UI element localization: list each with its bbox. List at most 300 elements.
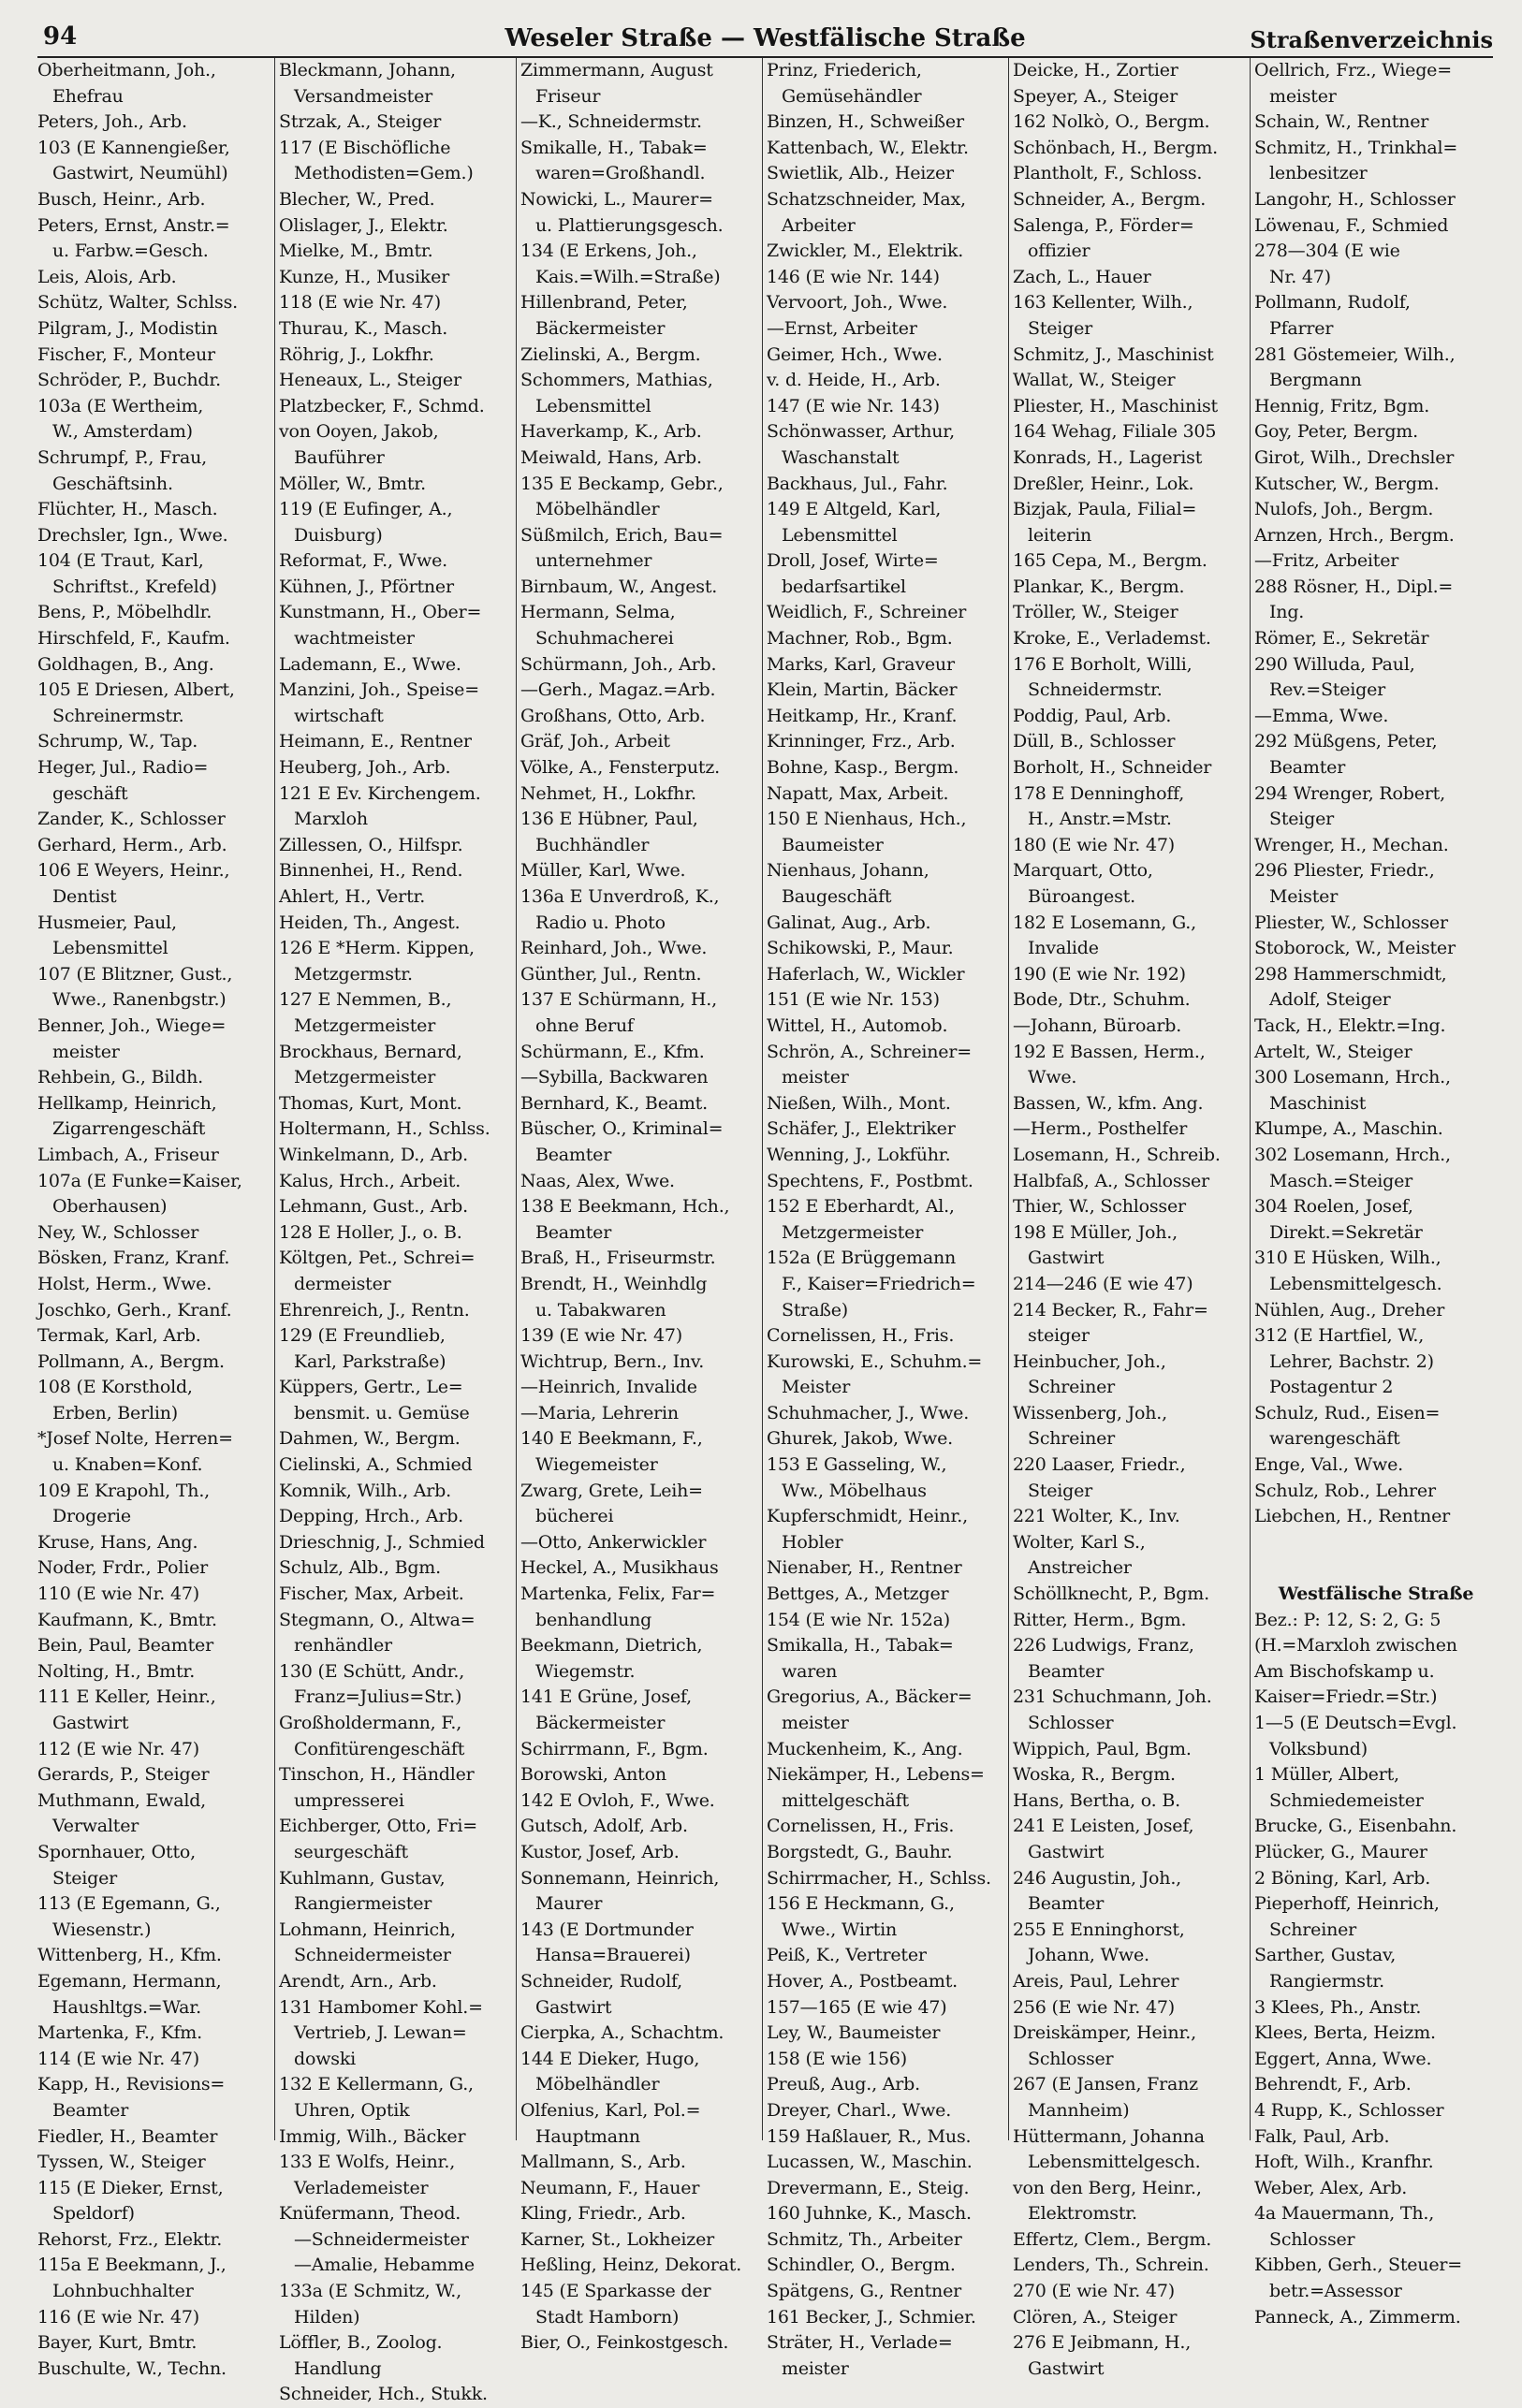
directory-entry-line: Langohr, H., Schlosser bbox=[1254, 188, 1456, 210]
directory-entry-line: Schmitz, Th., Arbeiter bbox=[767, 2228, 962, 2250]
directory-entry-line: Schulz, Alb., Bgm. bbox=[279, 1557, 441, 1579]
directory-entry-line: ohne Beruf bbox=[535, 1014, 634, 1036]
directory-entry-line: Klein, Martin, Bäcker bbox=[767, 679, 958, 701]
directory-entry-line: v. d. Heide, H., Arb. bbox=[767, 370, 941, 391]
directory-entry-line: 103a (E Wertheim, bbox=[37, 395, 204, 416]
column-3 bbox=[520, 58, 759, 2354]
directory-entry-line: 137 E Schürmann, H., bbox=[520, 989, 717, 1011]
directory-entry-line: 131 Hambomer Kohl.= bbox=[279, 1996, 483, 2018]
directory-entry-line: Zach, L., Hauer bbox=[1013, 266, 1151, 287]
directory-entry-line: Wissenberg, Joh., bbox=[1013, 1402, 1167, 1423]
directory-entry-line: Borowski, Anton bbox=[520, 1764, 666, 1786]
directory-entry-line: 312 (E Hartfiel, W., bbox=[1254, 1325, 1425, 1347]
directory-entry-line: Johann, Wwe. bbox=[1028, 1945, 1149, 1966]
directory-entry-line: Winkelmann, D., Arb. bbox=[279, 1144, 468, 1165]
directory-entry-line: Pliester, W., Schlosser bbox=[1254, 912, 1448, 933]
directory-entry-line: 112 (E wie Nr. 47) bbox=[37, 1738, 199, 1759]
directory-entry-line: wirtschaft bbox=[294, 705, 384, 726]
directory-entry-line: Lebensmittelgesch. bbox=[1269, 1273, 1442, 1294]
directory-entry-line: 128 E Holler, J., o. B. bbox=[279, 1221, 462, 1243]
directory-entry-line: Zielinski, A., Bergm. bbox=[520, 343, 701, 365]
directory-entry-line: 103 (E Kannengießer, bbox=[37, 137, 230, 158]
directory-entry-line: Holtermann, H., Schlss. bbox=[279, 1118, 490, 1140]
directory-entry-line: 107a (E Funke=Kaiser, bbox=[37, 1170, 242, 1191]
directory-entry-line: von Ooyen, Jakob, bbox=[279, 421, 439, 443]
directory-entry-line: Beamter bbox=[1269, 757, 1346, 779]
directory-entry-line: 133 E Wolfs, Heinr., bbox=[279, 2152, 456, 2173]
directory-entry-line: Pollmann, Rudolf, bbox=[1254, 292, 1411, 314]
directory-entry-line: 165 Cepa, M., Bergm. bbox=[1013, 550, 1207, 572]
directory-entry-line: Napatt, Max, Arbeit. bbox=[767, 782, 949, 804]
directory-entry-line: renhändler bbox=[294, 1635, 392, 1656]
directory-entry-line: 278—304 (E wie bbox=[1254, 241, 1400, 262]
directory-entry-line: Fiedler, H., Beamter bbox=[37, 2125, 218, 2147]
directory-entry-line: 214—246 (E wie 47) bbox=[1013, 1273, 1193, 1294]
directory-entry-line: Bier, O., Feinkostgesch. bbox=[520, 2332, 729, 2354]
directory-entry-line: Schreiner bbox=[1028, 1428, 1116, 1450]
directory-entry-line: Girot, Wilh., Drechsler bbox=[1254, 446, 1455, 468]
directory-entry-line: Methodisten=Gem.) bbox=[294, 163, 474, 184]
directory-entry-line: Großholdermann, F., bbox=[279, 1713, 462, 1733]
directory-entry-line: meister bbox=[782, 1713, 849, 1733]
directory-entry-line: Wwe., Ranenbgstr.) bbox=[52, 989, 227, 1011]
directory-entry-line: Martenka, F., Kfm. bbox=[37, 2022, 202, 2044]
directory-entry-line: Maurer bbox=[535, 1893, 603, 1915]
directory-entry-line: Egemann, Hermann, bbox=[37, 1970, 222, 1992]
directory-entry-line: dowski bbox=[294, 2048, 357, 2069]
directory-entry-line: Wittenberg, H., Kfm. bbox=[37, 1945, 222, 1966]
directory-entry-line: Schreiner bbox=[1269, 1919, 1357, 1940]
directory-entry-line: Liebchen, H., Rentner bbox=[1254, 1506, 1451, 1527]
directory-entry-line: W., Amsterdam) bbox=[52, 421, 193, 443]
directory-entry-line: 304 Roelen, Josef, bbox=[1254, 1196, 1413, 1218]
directory-entry-line: Bäckermeister bbox=[535, 317, 666, 339]
directory-entry-line: Schmitz, J., Maschinist bbox=[1013, 343, 1214, 365]
directory-entry-line: Karner, St., Lokheizer bbox=[520, 2228, 714, 2250]
directory-entry-line: Weber, Alex, Arb. bbox=[1254, 2177, 1408, 2198]
directory-entry-line: Lohmann, Heinrich, bbox=[279, 1919, 456, 1940]
directory-entry-line: Ehefrau bbox=[52, 85, 124, 107]
directory-entry-line: Ritter, Herm., Bgm. bbox=[1013, 1609, 1187, 1630]
page-title: Weseler Straße — Westfälische Straße bbox=[505, 24, 1026, 52]
directory-entry-line: 135 E Beckamp, Gebr., bbox=[520, 473, 724, 494]
directory-entry-line: Pilgram, J., Modistin bbox=[37, 317, 218, 339]
directory-entry-line: Arbeiter bbox=[782, 214, 856, 236]
directory-entry-line: Meiwald, Hans, Arb. bbox=[520, 446, 702, 468]
directory-entry-line: seurgeschäft bbox=[294, 1841, 408, 1862]
directory-entry-line: Gastwirt bbox=[1028, 2357, 1105, 2379]
directory-entry-line: Falk, Paul, Arb. bbox=[1254, 2125, 1390, 2147]
directory-entry-line: —Amalie, Hebamme bbox=[294, 2255, 475, 2276]
directory-entry-line: Bez.: P: 12, S: 2, G: 5 bbox=[1254, 1609, 1442, 1630]
directory-entry-line: Möbelhändler bbox=[535, 2074, 660, 2095]
directory-entry-line: Bode, Dtr., Schuhm. bbox=[1013, 989, 1191, 1011]
directory-entry-line: Löffler, B., Zoolog. bbox=[279, 2332, 443, 2354]
directory-entry-line: Kuhlmann, Gustav, bbox=[279, 1867, 446, 1889]
directory-entry-line: Kunstmann, H., Ober= bbox=[279, 602, 482, 623]
directory-entry-line: Heneaux, L., Steiger bbox=[279, 370, 461, 391]
directory-entry-line: 143 (E Dortmunder bbox=[520, 1919, 694, 1940]
directory-entry-line: 140 E Beekmann, F., bbox=[520, 1428, 703, 1450]
directory-entry-line: Wenning, J., Lokführ. bbox=[767, 1144, 951, 1165]
section-title: Straßenverzeichnis bbox=[1250, 26, 1493, 53]
directory-entry-line: Völke, A., Fensterputz. bbox=[520, 757, 720, 779]
directory-entry-line: *Josef Nolte, Herren= bbox=[37, 1428, 233, 1450]
directory-entry-line: Metzgermeister bbox=[294, 1014, 436, 1036]
directory-entry-line: Marquart, Otto, bbox=[1013, 860, 1153, 882]
directory-entry-line: 119 (E Eufinger, A., bbox=[279, 499, 453, 520]
directory-entry-line: 106 E Weyers, Heinr., bbox=[37, 860, 230, 882]
directory-entry-line: 178 E Denninghoff, bbox=[1013, 782, 1185, 804]
directory-entry-line: Gräf, Joh., Arbeit bbox=[520, 731, 670, 752]
directory-entry-line: Gastwirt, Neumühl) bbox=[52, 163, 228, 184]
directory-entry-line: 130 (E Schütt, Andr., bbox=[279, 1660, 465, 1682]
directory-entry-line: Tröller, W., Steiger bbox=[1013, 602, 1178, 623]
directory-entry-line: Bohne, Kasp., Bergm. bbox=[767, 757, 959, 779]
directory-entry-line: Schäfer, J., Elektriker bbox=[767, 1118, 956, 1140]
directory-entry-line: Stadt Hamborn) bbox=[535, 2306, 680, 2328]
directory-entry-line: Zigarrengeschäft bbox=[52, 1118, 206, 1140]
directory-entry-line: leiterin bbox=[1028, 524, 1092, 546]
directory-entry-line: Rangiermstr. bbox=[1269, 1970, 1384, 1992]
directory-entry-line: 115a E Beekmann, J., bbox=[37, 2255, 227, 2276]
directory-entry-line: Poddig, Paul, Arb. bbox=[1013, 705, 1172, 726]
directory-entry-line: Hans, Bertha, o. B. bbox=[1013, 1789, 1180, 1811]
directory-entry-line: bensmit. u. Gemüse bbox=[294, 1402, 470, 1423]
directory-entry-line: Dreyer, Charl., Wwe. bbox=[767, 2099, 952, 2121]
directory-entry-line: Stoborock, W., Meister bbox=[1254, 938, 1456, 959]
directory-entry-line: 121 E Ev. Kirchengem. bbox=[279, 782, 481, 804]
directory-entry-line: Heimann, E., Rentner bbox=[279, 731, 472, 752]
directory-entry-line: Kroke, E., Verlademst. bbox=[1013, 628, 1211, 649]
directory-entry-line: Cornelissen, H., Fris. bbox=[767, 1325, 955, 1347]
directory-entry-line: Behrendt, F., Arb. bbox=[1254, 2074, 1412, 2095]
directory-entry-line: Beekmann, Dietrich, bbox=[520, 1635, 703, 1656]
directory-entry-line: Backhaus, Jul., Fahr. bbox=[767, 473, 948, 494]
directory-entry-line: von den Berg, Heinr., bbox=[1013, 2177, 1202, 2198]
directory-entry-line: Schreiner bbox=[1028, 1377, 1116, 1398]
directory-entry-line: Zander, K., Schlosser bbox=[37, 809, 226, 830]
directory-entry-line: 294 Wrenger, Robert, bbox=[1254, 782, 1445, 804]
directory-entry-line: unternehmer bbox=[535, 550, 652, 572]
directory-entry-line: Heßling, Heinz, Dekorat. bbox=[520, 2255, 742, 2276]
directory-entry-line: Eggert, Anna, Wwe. bbox=[1254, 2048, 1432, 2069]
directory-entry-line: Busch, Heinr., Arb. bbox=[37, 188, 206, 210]
directory-entry-line: geschäft bbox=[52, 782, 128, 804]
directory-entry-line: Effertz, Clem., Bergm. bbox=[1013, 2228, 1212, 2250]
directory-entry-line: Nulofs, Joh., Bergm. bbox=[1254, 499, 1434, 520]
directory-entry-line: 180 (E wie Nr. 47) bbox=[1013, 834, 1175, 855]
directory-entry-line: Schmiedemeister bbox=[1269, 1789, 1424, 1811]
directory-entry-line: Heuberg, Joh., Arb. bbox=[279, 757, 451, 779]
directory-entry-line: —Johann, Büroarb. bbox=[1013, 1014, 1182, 1036]
directory-entry-line: Deicke, H., Zortier bbox=[1013, 60, 1178, 80]
directory-entry-line: Steiger bbox=[1269, 809, 1335, 830]
directory-entry-line: Invalide bbox=[1028, 938, 1099, 959]
directory-entry-line: Hilden) bbox=[294, 2306, 360, 2328]
directory-entry-line: Wiegemeister bbox=[535, 1454, 658, 1476]
directory-entry-line: 226 Ludwigs, Franz, bbox=[1013, 1635, 1194, 1656]
directory-entry-line: Duisburg) bbox=[294, 524, 383, 546]
directory-entry-line: Woska, R., Bergm. bbox=[1013, 1764, 1176, 1786]
directory-entry-line: waren bbox=[782, 1660, 838, 1682]
directory-entry-line: Kühnen, J., Pförtner bbox=[279, 576, 454, 597]
directory-entry-line: Haverkamp, K., Arb. bbox=[520, 421, 702, 443]
directory-entry-line: Speyer, A., Steiger bbox=[1013, 85, 1178, 107]
directory-entry-line: Muthmann, Ewald, bbox=[37, 1789, 206, 1811]
directory-entry-line: Preuß, Aug., Arb. bbox=[767, 2074, 920, 2095]
directory-entry-line: Beamter bbox=[535, 1221, 612, 1243]
directory-entry-line: 302 Losemann, Hrch., bbox=[1254, 1144, 1451, 1165]
directory-entry-line: Schriftst., Krefeld) bbox=[52, 576, 217, 597]
directory-entry-line: Platzbecker, F., Schmd. bbox=[279, 395, 485, 416]
directory-entry-line: 150 E Nienhaus, Hch., bbox=[767, 809, 967, 830]
directory-entry-line: Braß, H., Friseurmstr. bbox=[520, 1248, 716, 1269]
directory-entry-line: Panneck, A., Zimmerm. bbox=[1254, 2306, 1461, 2328]
directory-entry-line: Schuhmacher, J., Wwe. bbox=[767, 1402, 970, 1423]
directory-entry-line: 270 (E wie Nr. 47) bbox=[1013, 2281, 1175, 2302]
directory-entry-line: 152a (E Brüggemann bbox=[767, 1248, 957, 1269]
directory-entry-line: Rehbein, G., Bildh. bbox=[37, 1067, 203, 1088]
directory-entry-line: Galinat, Aug., Arb. bbox=[767, 912, 931, 933]
directory-entry-line: Benner, Joh., Wiege= bbox=[37, 1014, 227, 1036]
directory-entry-line: Thier, W., Schlosser bbox=[1013, 1196, 1186, 1218]
directory-entry-line: 144 E Dieker, Hugo, bbox=[520, 2048, 700, 2069]
directory-entry-line: Nowicki, L., Maurer= bbox=[520, 188, 713, 210]
directory-entry-line: Plantholt, F., Schloss. bbox=[1013, 163, 1203, 184]
directory-entry-line: Krinninger, Frz., Arb. bbox=[767, 731, 956, 752]
directory-entry-line: Schöllknecht, P., Bgm. bbox=[1013, 1583, 1209, 1605]
directory-entry-line: Hover, A., Postbeamt. bbox=[767, 1970, 958, 1992]
directory-entry-line: Gastwirt bbox=[52, 1713, 129, 1733]
directory-entry-line: Direkt.=Sekretär bbox=[1269, 1221, 1423, 1243]
directory-entry-line: Steiger bbox=[1028, 1480, 1093, 1501]
directory-entry-line: Lehmann, Gust., Arb. bbox=[279, 1196, 468, 1218]
directory-entry-line: Geimer, Hch., Wwe. bbox=[767, 343, 943, 365]
directory-entry-line: 113 (E Egemann, G., bbox=[37, 1893, 221, 1915]
directory-entry-line: Gemüsehändler bbox=[782, 85, 922, 107]
directory-entry-line: 310 E Hüsken, Wilh., bbox=[1254, 1248, 1442, 1269]
directory-entry-line: Tyssen, W., Steiger bbox=[37, 2152, 206, 2173]
directory-entry-line: Friseur bbox=[535, 85, 601, 107]
directory-entry-line: Volksbund) bbox=[1269, 1738, 1368, 1759]
directory-entry-line: Hüttermann, Johanna bbox=[1013, 2125, 1205, 2147]
directory-entry-line: 1—5 (E Deutsch=Evgl. bbox=[1254, 1713, 1457, 1733]
directory-entry-line: Dahmen, W., Bergm. bbox=[279, 1428, 461, 1450]
directory-entry-line: 176 E Borholt, Willi, bbox=[1013, 653, 1193, 675]
directory-entry-line: Gregorius, A., Bäcker= bbox=[767, 1686, 973, 1708]
directory-entry-line: Kalus, Hrch., Arbeit. bbox=[279, 1170, 461, 1191]
directory-entry-line: Marks, Karl, Graveur bbox=[767, 653, 955, 675]
directory-entry-line: Klees, Berta, Heizm. bbox=[1254, 2022, 1436, 2044]
directory-entry-line: mittelgeschäft bbox=[782, 1789, 909, 1811]
directory-entry-line: —K., Schneidermstr. bbox=[520, 111, 702, 133]
directory-entry-line: Reinhard, Joh., Wwe. bbox=[520, 938, 708, 959]
directory-entry-line: Halbfaß, A., Schlosser bbox=[1013, 1170, 1209, 1191]
directory-entry-line: Hoft, Wilh., Kranfhr. bbox=[1254, 2152, 1434, 2173]
directory-entry-line: Schmitz, H., Trinkhal= bbox=[1254, 137, 1458, 158]
directory-entry-line: Peters, Ernst, Anstr.= bbox=[37, 214, 230, 236]
directory-entry-line: 129 (E Freundlieb, bbox=[279, 1325, 446, 1347]
directory-entry-line: Schneider, A., Bergm. bbox=[1013, 188, 1207, 210]
directory-entry-line: Ghurek, Jakob, Wwe. bbox=[767, 1428, 953, 1450]
directory-entry-line: H., Anstr.=Mstr. bbox=[1028, 809, 1172, 830]
directory-entry-line: lenbesitzer bbox=[1269, 163, 1368, 184]
directory-entry-line: 151 (E wie Nr. 153) bbox=[767, 989, 940, 1011]
directory-entry-line: Areis, Paul, Lehrer bbox=[1013, 1970, 1179, 1992]
directory-entry-line: Komnik, Wilh., Arb. bbox=[279, 1480, 451, 1501]
directory-entry-line: 256 (E wie Nr. 47) bbox=[1013, 1996, 1175, 2018]
directory-entry-line: Ing. bbox=[1269, 602, 1305, 623]
directory-entry-line: Heckel, A., Musikhaus bbox=[520, 1557, 719, 1579]
directory-entry-line: Wwe., Wirtin bbox=[782, 1919, 898, 1940]
directory-entry-line: Schröder, P., Buchdr. bbox=[37, 370, 222, 391]
directory-entry-line: Plücker, G., Maurer bbox=[1254, 1841, 1427, 1862]
directory-entry-line: Hermann, Selma, bbox=[520, 602, 676, 623]
directory-entry-line: Rehorst, Frz., Elektr. bbox=[37, 2228, 223, 2250]
directory-entry-line: Arendt, Arn., Arb. bbox=[279, 1970, 437, 1992]
directory-entry-line: 117 (E Bischöfliche bbox=[279, 137, 451, 158]
directory-entry-line: Römer, E., Sekretär bbox=[1254, 628, 1429, 649]
directory-entry-line: 192 E Bassen, Herm., bbox=[1013, 1041, 1206, 1062]
directory-entry-line: u. Plattierungsgesch. bbox=[535, 214, 724, 236]
directory-entry-line: Metzgermeister bbox=[782, 1221, 924, 1243]
directory-entry-line: 142 E Ovloh, F., Wwe. bbox=[520, 1789, 715, 1811]
directory-entry-line: Schneider, Rudolf, bbox=[520, 1970, 682, 1992]
directory-entry-line: dermeister bbox=[294, 1273, 391, 1294]
directory-entry-line: Schneidermstr. bbox=[1028, 679, 1163, 701]
directory-entry-line: Binzen, H., Schweißer bbox=[767, 111, 964, 133]
directory-entry-line: Drevermann, E., Steig. bbox=[767, 2177, 970, 2198]
directory-entry-line: Drogerie bbox=[52, 1506, 131, 1527]
directory-entry-line: —Maria, Lehrerin bbox=[520, 1402, 679, 1423]
column-divider bbox=[1008, 58, 1009, 2140]
directory-entry-line: Schatzschneider, Max, bbox=[767, 188, 966, 210]
directory-entry-line: 154 (E wie Nr. 152a) bbox=[767, 1609, 950, 1630]
directory-entry-line: Kibben, Gerh., Steuer= bbox=[1254, 2255, 1462, 2276]
directory-entry-line: 1 Müller, Albert, bbox=[1254, 1764, 1399, 1786]
directory-entry-line: Cierpka, A., Schachtm. bbox=[520, 2022, 724, 2044]
directory-entry-line: Sträter, H., Verlade= bbox=[767, 2332, 953, 2354]
directory-entry-line: Dreiskämper, Heinr., bbox=[1013, 2022, 1196, 2044]
directory-entry-line: Küppers, Gertr., Le= bbox=[279, 1377, 463, 1398]
directory-entry-line: umpresserei bbox=[294, 1789, 404, 1811]
directory-entry-line: Wiesenstr.) bbox=[52, 1919, 152, 1940]
directory-entry-line: Schirrmann, F., Bgm. bbox=[520, 1738, 709, 1759]
directory-entry-line: Bens, P., Möbelhdlr. bbox=[37, 602, 212, 623]
directory-entry-line: Martenka, Felix, Far= bbox=[520, 1583, 716, 1605]
directory-entry-line: Klumpe, A., Maschin. bbox=[1254, 1118, 1443, 1140]
directory-entry-line: (H.=Marxloh zwischen bbox=[1254, 1635, 1457, 1656]
directory-entry-line: 3 Klees, Ph., Anstr. bbox=[1254, 1996, 1422, 2018]
column-divider bbox=[762, 58, 763, 2140]
directory-entry-line: warengeschäft bbox=[1269, 1428, 1400, 1450]
directory-entry-line: Niekämper, H., Lebens= bbox=[767, 1764, 985, 1786]
directory-entry-line: —Schneidermeister bbox=[294, 2228, 469, 2250]
directory-entry-line: Meister bbox=[782, 1377, 851, 1398]
directory-entry-line: Meister bbox=[1269, 886, 1339, 907]
directory-entry-line: 139 (E wie Nr. 47) bbox=[520, 1325, 682, 1347]
directory-entry-line: Dentist bbox=[52, 886, 117, 907]
page-number: 94 bbox=[43, 22, 78, 51]
directory-entry-line: Schindler, O., Bergm. bbox=[767, 2255, 956, 2276]
directory-entry-line: Tinschon, H., Händler bbox=[279, 1764, 475, 1786]
directory-entry-line: Cielinski, A., Schmied bbox=[279, 1454, 473, 1476]
directory-entry-line: Spornhauer, Otto, bbox=[37, 1841, 196, 1862]
directory-entry-line: Pliester, H., Maschinist bbox=[1013, 395, 1218, 416]
directory-entry-line: Buchhändler bbox=[535, 834, 650, 855]
directory-entry-line: Schlosser bbox=[1269, 2228, 1355, 2250]
directory-entry-line: Kupferschmidt, Heinr., bbox=[767, 1506, 968, 1527]
directory-entry-line: Büscher, O., Kriminal= bbox=[520, 1118, 724, 1140]
directory-entry-line: Wolter, Karl S., bbox=[1013, 1531, 1146, 1553]
directory-entry-line: Nr. 47) bbox=[1269, 266, 1331, 287]
directory-entry-line: Bleckmann, Johann, bbox=[279, 60, 456, 80]
column-4 bbox=[767, 58, 1005, 2379]
directory-entry-line: meister bbox=[52, 1041, 120, 1062]
directory-entry-line: steiger bbox=[1028, 1325, 1090, 1347]
directory-entry-line: Nienaber, H., Rentner bbox=[767, 1557, 962, 1579]
directory-entry-line: Kling, Friedr., Arb. bbox=[520, 2203, 686, 2225]
directory-entry-line: Depping, Hrch., Arb. bbox=[279, 1506, 464, 1527]
directory-entry-line: Confitürengeschäft bbox=[294, 1738, 465, 1759]
directory-entry-line: 241 E Leisten, Josef, bbox=[1013, 1816, 1194, 1837]
directory-entry-line: Masch.=Steiger bbox=[1269, 1170, 1413, 1191]
directory-entry-line: Schain, W., Rentner bbox=[1254, 111, 1429, 133]
directory-entry-line: offizier bbox=[1028, 241, 1090, 262]
directory-entry-line: Joschko, Gerh., Kranf. bbox=[37, 1299, 232, 1321]
directory-entry-line: Hauptmann bbox=[535, 2125, 640, 2147]
directory-entry-line: Konrads, H., Lagerist bbox=[1013, 446, 1203, 468]
directory-entry-line: 276 E Jeibmann, H., bbox=[1013, 2332, 1192, 2354]
directory-entry-line: Karl, Parkstraße) bbox=[294, 1350, 446, 1372]
directory-entry-line: Beamter bbox=[1028, 1893, 1105, 1915]
directory-entry-line: Zwarg, Grete, Leih= bbox=[520, 1480, 703, 1501]
directory-entry-line: Nühlen, Aug., Dreher bbox=[1254, 1299, 1445, 1321]
directory-entry-line: Steiger bbox=[1028, 317, 1093, 339]
directory-entry-line: Hellkamp, Heinrich, bbox=[37, 1092, 217, 1114]
directory-entry-line: Löwenau, F., Schmied bbox=[1254, 214, 1449, 236]
directory-entry-line: Birnbaum, W., Angest. bbox=[520, 576, 718, 597]
directory-entry-line: Arnzen, Hrch., Bergm. bbox=[1254, 524, 1455, 546]
directory-entry-line: Gastwirt bbox=[1028, 1841, 1105, 1862]
directory-entry-line: Lademann, E., Wwe. bbox=[279, 653, 461, 675]
directory-entry-line: Költgen, Pet., Schrei= bbox=[279, 1248, 476, 1269]
directory-entry-line: Gutsch, Adolf, Arb. bbox=[520, 1816, 688, 1837]
directory-entry-line: Marxloh bbox=[294, 809, 368, 830]
directory-entry-line: 126 E *Herm. Kippen, bbox=[279, 938, 475, 959]
column-6 bbox=[1254, 58, 1498, 2328]
directory-entry-line: Beamter bbox=[52, 2099, 129, 2121]
directory-entry-line: Termak, Karl, Arb. bbox=[37, 1325, 201, 1347]
directory-entry-line: Kapp, H., Revisions= bbox=[37, 2074, 226, 2095]
directory-entry-line: Smikalla, H., Tabak= bbox=[767, 1635, 954, 1656]
column-2 bbox=[279, 58, 513, 2405]
directory-entry-line: Brucke, G., Eisenbahn. bbox=[1254, 1816, 1457, 1837]
directory-entry-line: Nienhaus, Johann, bbox=[767, 860, 929, 882]
directory-entry-line: Schreinermstr. bbox=[52, 705, 184, 726]
directory-entry-line: Peiß, K., Vertreter bbox=[767, 1945, 927, 1966]
directory-entry-line: Cornelissen, H., Fris. bbox=[767, 1816, 955, 1837]
directory-entry-line: Ehrenreich, J., Rentn. bbox=[279, 1299, 470, 1321]
directory-entry-line: Gastwirt bbox=[1028, 1248, 1105, 1269]
directory-entry-line: 115 (E Dieker, Ernst, bbox=[37, 2177, 224, 2198]
directory-entry-line: Weidlich, F., Schreiner bbox=[767, 602, 967, 623]
directory-entry-line: Drieschnig, J., Schmied bbox=[279, 1531, 485, 1553]
column-divider bbox=[274, 58, 275, 2140]
directory-entry-line: Reformat, F., Wwe. bbox=[279, 550, 447, 572]
directory-entry-line: Müller, Karl, Wwe. bbox=[520, 860, 686, 882]
